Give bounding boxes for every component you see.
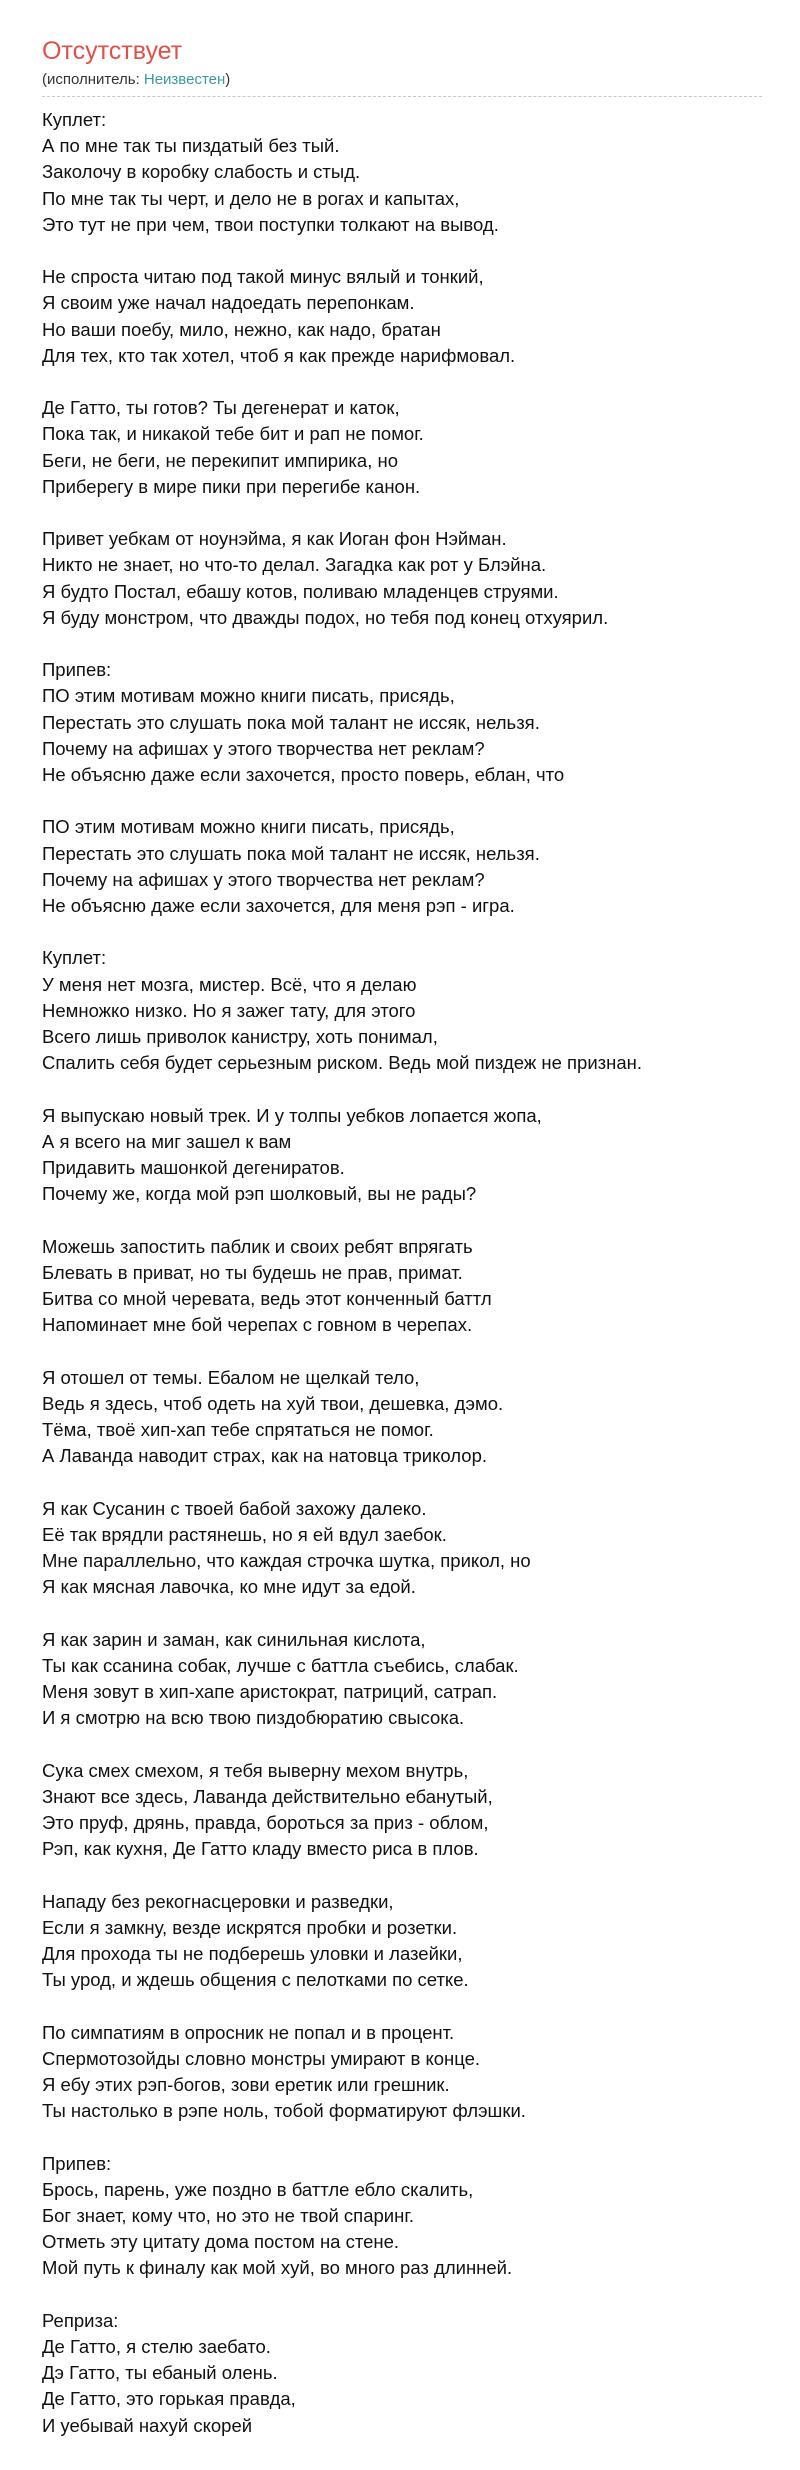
artist-prefix: (исполнитель: [42, 71, 144, 88]
lyric-line: Тёма, твоё хип-хап тебе спрятаться не помог. [42, 1419, 434, 1441]
artist-line [42, 70, 762, 97]
lyrics-stanza [42, 1103, 758, 1208]
lyrics-stanza [42, 1365, 758, 1470]
lyric-line: Я будто Постал, ебашу котов, поливаю младенцев струями. [42, 580, 559, 602]
lyric-line: Немножко низко. Но я зажег тату, для этого [42, 999, 416, 1021]
lyric-line: Для прохода ты не подберешь уловки и лазейки, [42, 1943, 463, 1965]
lyric-line: Если я замкну, везде искрятся пробки и розетки. [42, 1916, 458, 1938]
lyric-line: Я выпускаю новый трек. И у толпы уебков лопается жопа, [42, 1104, 542, 1126]
lyric-line: А Лаванда наводит страх, как на натовца триколор. [42, 1445, 488, 1467]
lyric-line: Заколочу в коробку слабость и стыд. [42, 161, 361, 183]
lyric-line: Это пруф, дрянь, правда, бороться за приз - облом, [42, 1812, 489, 1834]
lyric-line: Не объясню даже если захочется, просто поверь, еблан, что [42, 764, 565, 786]
lyric-line: Блевать в приват, но ты будешь не прав, примат. [42, 1261, 463, 1283]
lyric-line: А по мне так ты пиздатый без тый. [42, 135, 340, 157]
lyric-line: Ведь я здесь, чтоб одеть на хуй твои, дешевка, дэмо. [42, 1392, 504, 1414]
lyrics-stanza [42, 2308, 758, 2439]
lyric-line: Мне параллельно, что каждая строчка шутка, прикол, но [42, 1550, 531, 1572]
lyric-line: Приберегу в мире пики при перегибе канон. [42, 475, 421, 497]
lyric-line: Дэ Гатто, ты ебаный олень. [42, 2362, 278, 2384]
lyric-line: Ты урод, и ждешь общения с пелотками по сетке. [42, 1969, 469, 1991]
lyric-line: ПО этим мотивам можно книги писать, присядь, [42, 685, 455, 707]
lyric-line: Для тех, кто так хотел, чтоб я как прежде нарифмовал. [42, 344, 516, 366]
lyric-line: Привет уебкам от ноунэйма, я как Иоган фон Нэйман. [42, 528, 507, 550]
lyric-line: Куплет: [42, 109, 107, 130]
lyric-line: ПО этим мотивам можно книги писать, присядь, [42, 816, 455, 838]
song-title: Отсутствует [42, 37, 183, 65]
lyric-line: По симпатиям в опросник не попал и в процент. [42, 2021, 455, 2043]
lyric-line: Спермотозойды словно монстры умирают в конце. [42, 2047, 481, 2069]
lyric-line: Припев: [42, 659, 112, 681]
lyric-line: Беги, не беги, не перекипит импирика, но [42, 449, 398, 471]
lyric-line: Мой путь к финалу как мой хуй, во много раз длинней. [42, 2257, 513, 2279]
lyrics-stanza [42, 814, 758, 919]
lyric-line: Ты настолько в рэпе ноль, тобой форматируют флэшки. [42, 2100, 526, 2122]
lyric-line: Отметь эту цитату дома постом на стене. [42, 2231, 400, 2253]
lyrics-stanza [42, 2151, 758, 2282]
lyric-line: Всего лишь приволок канистру, хоть понимал, [42, 1026, 438, 1048]
lyric-line: Перестать это слушать пока мой талант не иссяк, нельзя. [42, 711, 540, 733]
lyric-line: Придавить машонкой дегениратов. [42, 1157, 345, 1179]
artist-suffix: ) [225, 71, 231, 88]
lyric-line: Я как зарин и заман, как синильная кислота, [42, 1628, 426, 1650]
lyric-line: Не спроста читаю под такой минус вялый и тонкий, [42, 266, 484, 288]
lyrics-stanza [42, 945, 758, 1076]
lyric-line: Но ваши поебу, мило, нежно, как надо, братан [42, 318, 441, 340]
lyric-line: Почему же, когда мой рэп шолковый, вы не рады? [42, 1183, 477, 1205]
lyrics-stanza [42, 1889, 758, 1994]
lyric-line: Это тут не при чем, твои поступки толкают на вывод. [42, 213, 499, 235]
lyric-line: И уебывай нахуй скорей [42, 2414, 253, 2436]
lyric-line: Реприза: [42, 2309, 119, 2331]
lyric-line: Брось, парень, уже поздно в баттле ебло скалить, [42, 2178, 474, 2200]
lyrics-stanza [42, 2020, 758, 2125]
lyric-line: По мне так ты черт, и дело не в рогах и капытах, [42, 187, 460, 209]
lyric-line: Сука смех смехом, я тебя выверну мехом внутрь, [42, 1759, 469, 1781]
lyric-line: Перестать это слушать пока мой талант не иссяк, нельзя. [42, 842, 540, 864]
lyric-line: Напоминает мне бой черепах с говном в черепах. [42, 1314, 473, 1336]
lyric-line: Я своим уже начал надоедать перепонкам. [42, 292, 415, 314]
lyrics-stanza [42, 264, 758, 369]
lyric-line: Бог знает, кому что, но это не твой спаринг. [42, 2205, 414, 2227]
lyric-line: Я отошел от темы. Ебалом не щелкай тело, [42, 1366, 420, 1388]
lyric-line: Я как мясная лавочка, ко мне идут за едой. [42, 1576, 416, 1598]
lyric-line: А я всего на миг зашел к вам [42, 1130, 292, 1152]
lyric-line: Припев: [42, 2152, 112, 2174]
lyric-line: У меня нет мозга, мистер. Всё, что я делаю [42, 973, 417, 995]
lyric-line: Ты как ссанина собак, лучше с баттла съебись, слабак. [42, 1654, 519, 1676]
lyric-line: Почему на афишах у этого творчества нет реклам? [42, 868, 485, 890]
lyric-line: Битва со мной черевата, ведь этот конченный баттл [42, 1288, 492, 1310]
lyrics-stanza [42, 1496, 758, 1601]
lyrics-stanza [42, 107, 758, 238]
lyric-line: Де Гатто, это горькая правда, [42, 2388, 296, 2410]
lyric-line: Де Гатто, ты готов? Ты дегенерат и каток, [42, 397, 400, 419]
lyric-line: Почему на афишах у этого творчества нет реклам? [42, 737, 485, 759]
lyric-line: Де Гатто, я стелю заебато. [42, 2336, 271, 2358]
lyrics-stanza [42, 1234, 758, 1339]
lyrics-stanza [42, 526, 758, 631]
lyric-line: Не объясню даже если захочется, для меня рэп - игра. [42, 895, 515, 917]
lyric-line: Меня зовут в хип-хапе аристократ, патриций, сатрап. [42, 1681, 498, 1703]
lyric-line: Я буду монстром, что дважды подох, но тебя под конец отхуярил. [42, 606, 609, 628]
lyric-line: Можешь запостить паблик и своих ребят впрягать [42, 1235, 473, 1257]
artist-link[interactable]: Неизвестен [143, 71, 226, 88]
lyric-line: И я смотрю на всю твою пиздобюратию свысока. [42, 1707, 465, 1729]
lyric-line: Куплет: [42, 947, 107, 969]
lyric-line: Никто не знает, но что-то делал. Загадка как рот у Блэйна. [42, 554, 547, 576]
lyric-line: Её так врядли растянешь, но я ей вдул заебок. [42, 1523, 447, 1545]
lyrics-stanza [42, 1758, 758, 1863]
lyrics-body [42, 107, 758, 2439]
lyric-line: Рэп, как кухня, Де Гатто кладу вместо риса в плов. [42, 1838, 479, 1860]
lyric-line: Я ебу этих рэп-богов, зови еретик или грешник. [42, 2074, 450, 2096]
lyric-line: Спалить себя будет серьезным риском. Ведь мой пиздеж не признан. [42, 1052, 643, 1074]
lyrics-stanza [42, 395, 758, 500]
lyric-line: Нападу без рекогнасцеровки и разведки, [42, 1890, 394, 1912]
lyric-line: Пока так, и никакой тебе бит и рап не помог. [42, 423, 424, 445]
lyric-line: Знают все здесь, Лаванда действительно ебанутый, [42, 1785, 493, 1807]
lyrics-stanza [42, 657, 758, 788]
lyrics-stanza [42, 1627, 758, 1732]
lyric-line: Я как Сусанин с твоей бабой захожу далеко. [42, 1497, 427, 1519]
